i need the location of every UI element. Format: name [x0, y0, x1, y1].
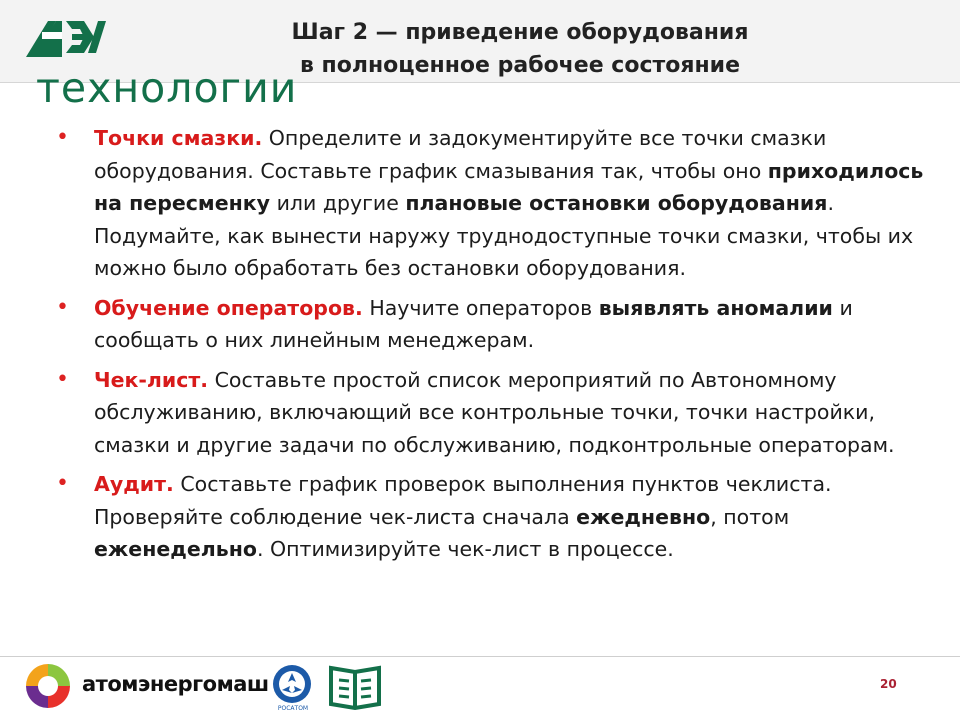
- title-line-2: в полноценное рабочее состояние: [299, 53, 741, 78]
- bullet-list: [56, 122, 926, 573]
- item-text: . Подумайте, как вынести наружу труднодоступные точки смазки, чтобы их можно было обработать без остановки оборудования.: [94, 191, 914, 280]
- item-emphasis: выявлять аномалии: [598, 295, 833, 320]
- item-text: и сообщать о них линейным менеджерам.: [94, 295, 853, 352]
- item-text: . Оптимизируйте чек-лист в процессе.: [256, 537, 674, 561]
- item-emphasis: еженедельно: [94, 537, 257, 561]
- bullet-marker: •: [56, 125, 69, 150]
- aem-logo-icon: [26, 15, 106, 57]
- item-text: Научите операторов: [362, 295, 599, 320]
- item-emphasis: ежедневно: [576, 504, 711, 529]
- item-emphasis: приходилось на пересменку: [94, 158, 924, 215]
- item-heading: Чек-лист.: [94, 367, 209, 392]
- bullet-marker: •: [56, 294, 69, 320]
- brand-name: атомэнергомаш: [82, 672, 269, 696]
- item-emphasis: плановые остановки оборудования: [405, 191, 828, 215]
- title-line-1: Шаг 2 — приведение оборудования: [291, 20, 749, 45]
- item-text: Составьте простой список мероприятий по Автономному обслуживанию, включающий все контрольные точки, точки настройки, смазки и другие задачи по обслуживанию, подконтрольные операторам.: [94, 367, 895, 457]
- item-text: , потом: [710, 504, 790, 529]
- item-text: или другие: [270, 191, 406, 215]
- book-icon: [327, 662, 383, 710]
- bullet-marker: •: [56, 471, 69, 496]
- atomenergomash-logo-icon: [22, 660, 74, 712]
- bullet-item: [56, 122, 926, 285]
- footer-divider: [0, 656, 960, 657]
- bullet-item: [56, 364, 926, 462]
- bullet-item: [56, 292, 926, 357]
- item-heading: Обучение операторов.: [94, 295, 363, 320]
- item-heading: Аудит.: [94, 472, 174, 496]
- slide-title: [220, 16, 820, 82]
- bullet-marker: •: [56, 366, 69, 392]
- item-text: Составьте график проверок выполнения пунктов чеклиста. Проверяйте соблюдение чек-листа сначала: [94, 472, 832, 529]
- item-text: Определите и задокументируйте все точки смазки оборудования. Составьте график смазывания так, чтобы оно: [94, 126, 827, 183]
- bullet-item: [56, 468, 926, 566]
- page-number: 20: [880, 677, 897, 691]
- item-heading: Точки смазки.: [94, 126, 263, 150]
- logo-word-technologii: технологии: [36, 64, 298, 112]
- rosatom-label: РОСАТОМ: [277, 705, 309, 712]
